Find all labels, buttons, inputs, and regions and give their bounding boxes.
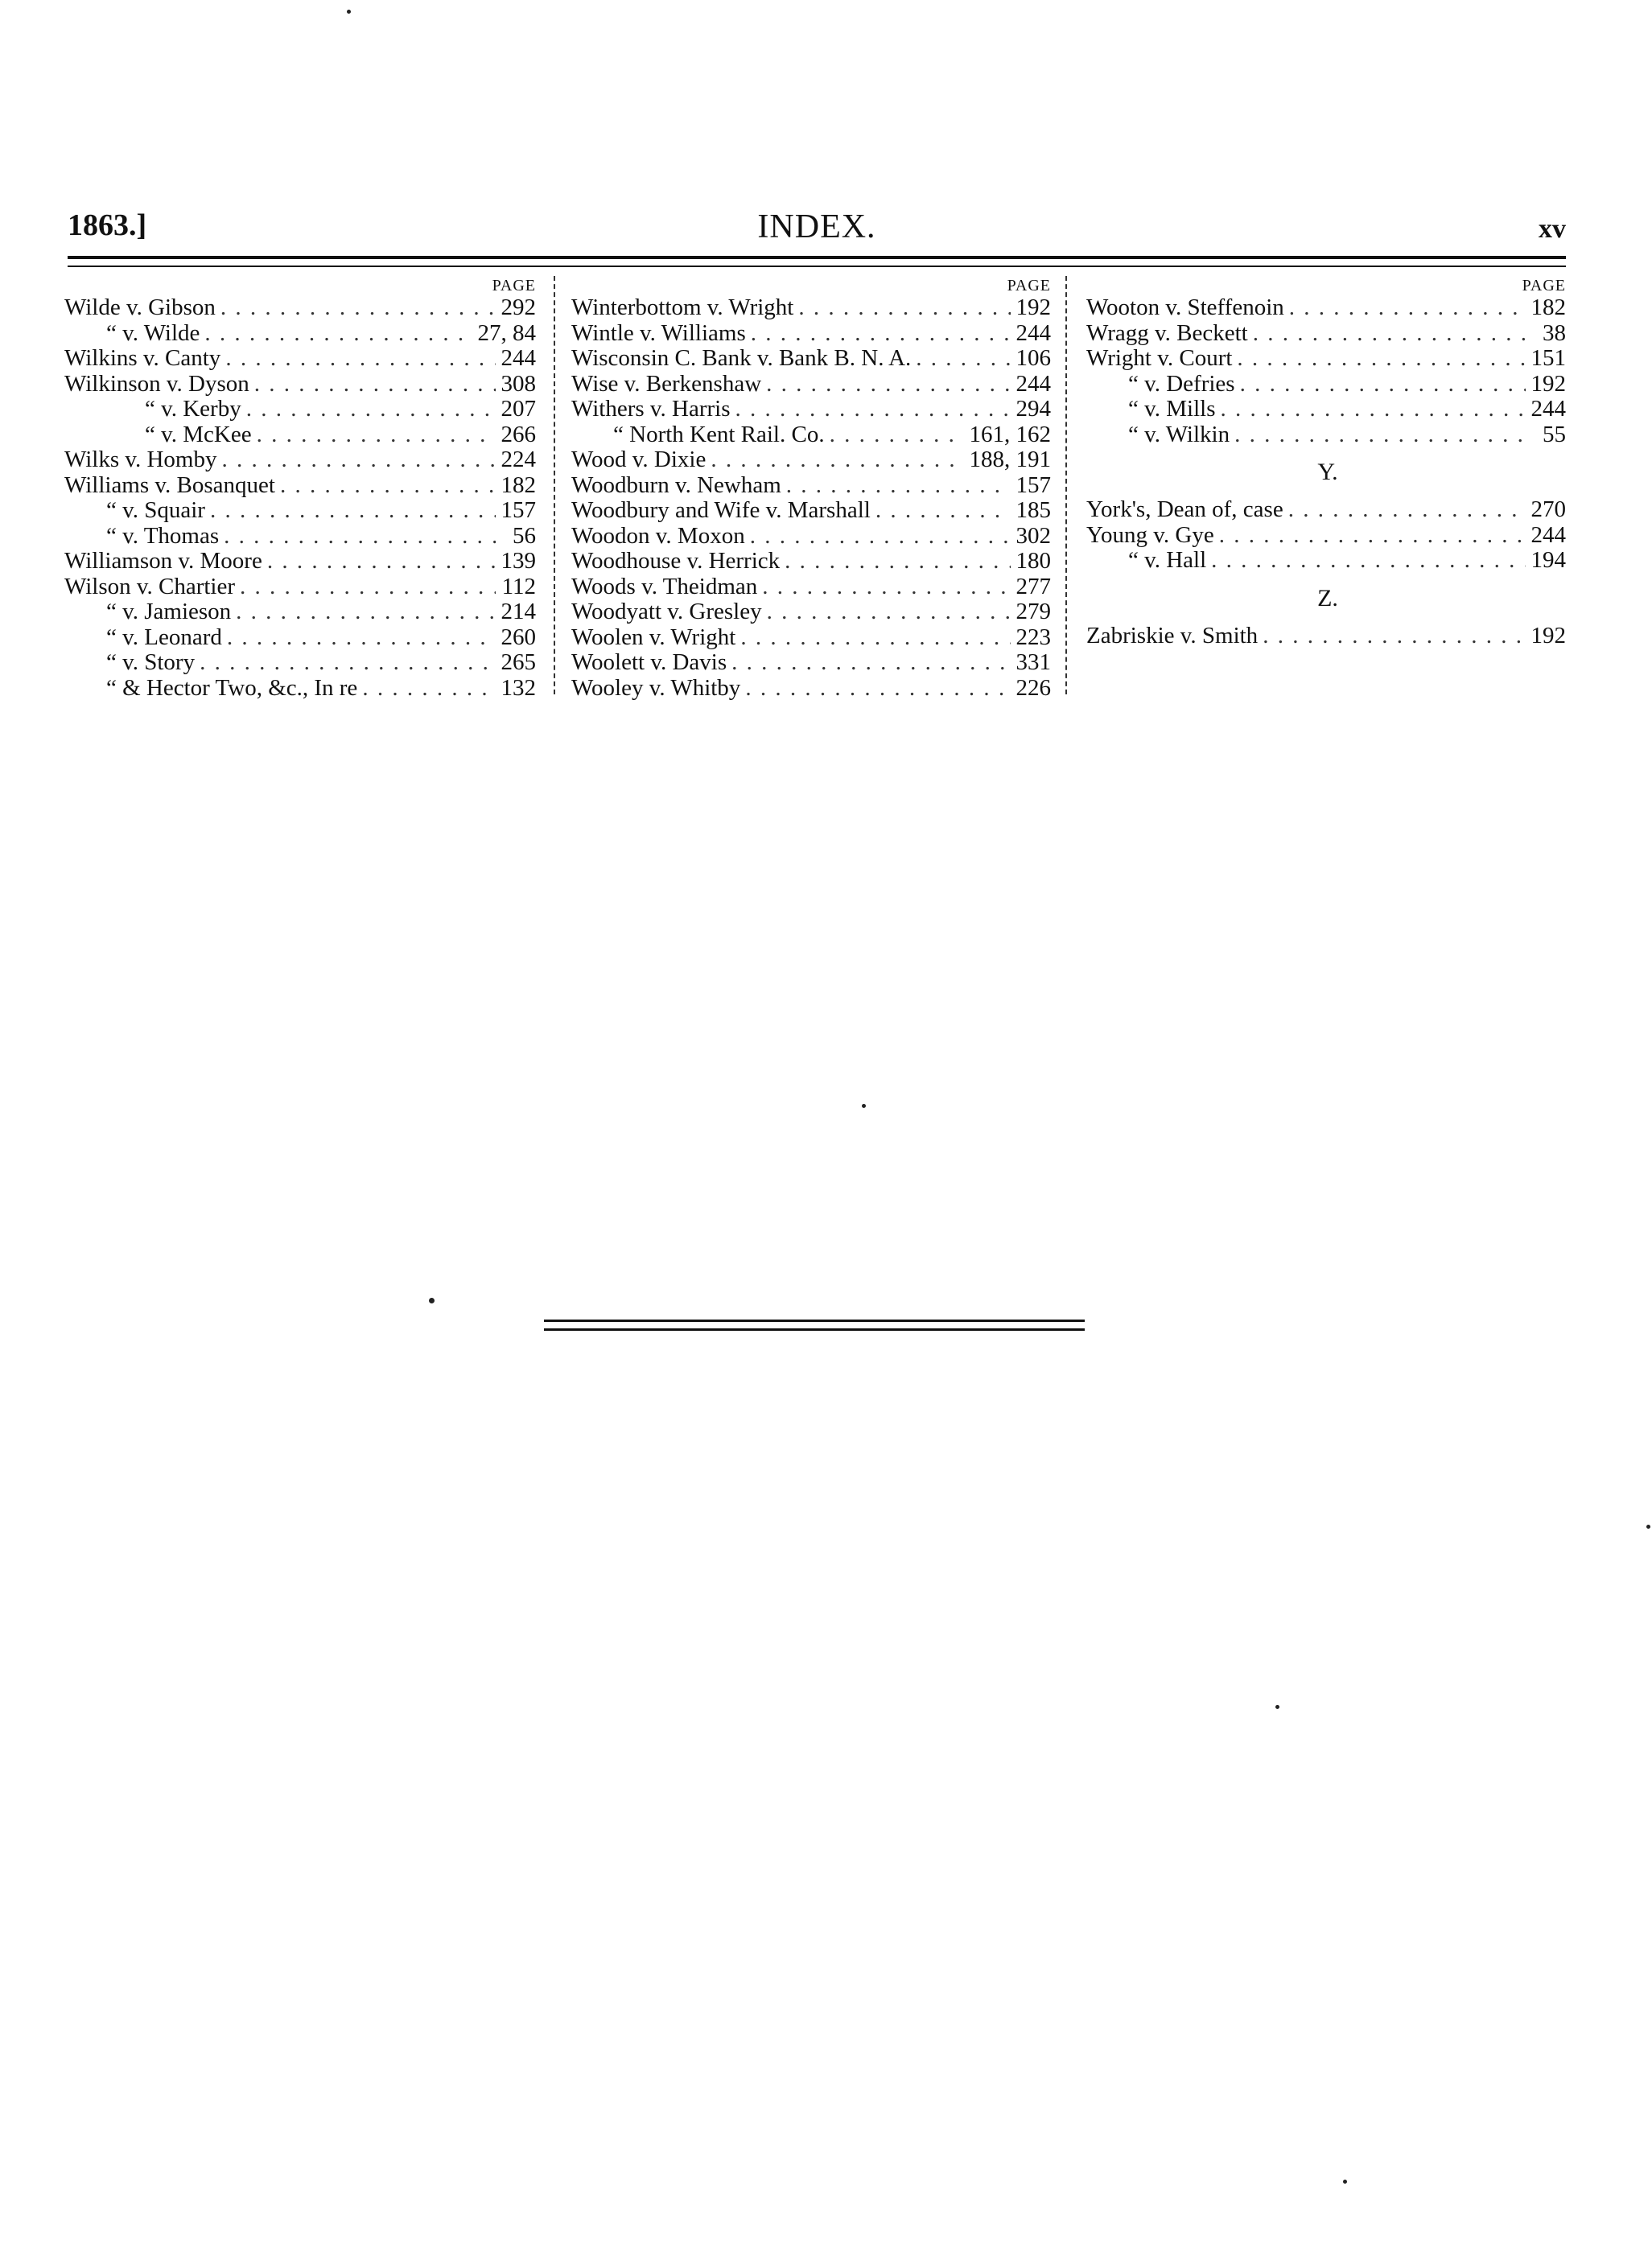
entry-page: 161, 162	[969, 421, 1051, 447]
entry-page: 244	[1530, 521, 1566, 548]
print-speck	[429, 1298, 435, 1303]
entry-page: 331	[1016, 649, 1051, 675]
index-entry	[64, 422, 539, 448]
entry-page: 157	[1016, 471, 1051, 498]
entry-page: 132	[501, 674, 536, 701]
entry-name: Woolen v. Wright	[571, 624, 736, 650]
entry-page: 224	[501, 447, 536, 472]
entry-name: “ v. Story	[106, 649, 196, 675]
index-entry	[64, 321, 539, 347]
entry-name: “ v. Defries	[1128, 370, 1235, 397]
entry-name: Woolett v. Davis	[571, 649, 727, 675]
entry-page: 223	[1016, 624, 1051, 650]
entry-name: Zabriskie v. Smith	[1086, 622, 1259, 648]
index-entry	[64, 625, 539, 651]
entry-page: 244	[1016, 370, 1051, 397]
leader-dots	[1288, 497, 1526, 523]
index-entry	[571, 650, 1054, 676]
leader-dots	[1211, 548, 1526, 574]
leader-dots	[221, 447, 496, 473]
entry-page: 294	[1016, 396, 1051, 422]
leader-dots	[711, 447, 964, 473]
index-entry	[64, 447, 539, 473]
leader-dots	[246, 397, 496, 422]
index-entry	[571, 321, 1054, 347]
leader-dots	[745, 676, 1011, 702]
print-speck	[1275, 1705, 1279, 1709]
leader-dots	[200, 650, 496, 676]
leader-dots	[740, 625, 1011, 651]
leader-dots	[1237, 346, 1526, 372]
leader-dots	[1263, 624, 1526, 649]
index-entry	[1086, 346, 1569, 372]
leader-dots	[254, 372, 496, 397]
index-entry	[571, 524, 1054, 550]
section-letter: Z.	[1317, 584, 1338, 611]
index-entry	[1086, 624, 1569, 649]
entry-name: “ v. McKee	[145, 421, 252, 447]
leader-dots	[785, 549, 1011, 574]
leader-dots	[735, 397, 1011, 422]
entry-page: 56	[513, 522, 536, 549]
leader-dots	[224, 524, 496, 550]
entry-page: 244	[1016, 319, 1051, 346]
entry-page: 112	[501, 573, 536, 599]
entry-name: Young v. Gye	[1086, 521, 1214, 548]
index-column-1	[64, 276, 539, 701]
index-entry	[64, 295, 539, 321]
entry-name: “ v. Thomas	[106, 522, 220, 549]
index-entry	[571, 625, 1054, 651]
index-entry	[64, 676, 539, 702]
entry-name: “ v. Leonard	[106, 624, 222, 650]
entry-page: 308	[501, 370, 536, 397]
entry-page: 277	[1016, 573, 1051, 599]
entry-page: 55	[1543, 421, 1566, 447]
index-entry	[571, 549, 1054, 574]
leader-dots	[750, 524, 1011, 550]
index-entry	[571, 676, 1054, 702]
leader-dots	[280, 473, 496, 499]
entry-page: 38	[1543, 319, 1566, 346]
entry-page: 180	[1016, 548, 1051, 574]
entry-name: Wood v. Dixie	[571, 447, 707, 472]
leader-dots	[225, 346, 496, 372]
entry-name: Wisconsin C. Bank v. Bank B. N. A.	[571, 345, 912, 371]
index-entry	[571, 397, 1054, 422]
page-column-label: PAGE	[1007, 277, 1051, 294]
print-speck	[347, 10, 351, 14]
entry-name: Wilks v. Homby	[64, 447, 217, 472]
leader-dots	[798, 295, 1011, 321]
entry-page: 151	[1530, 345, 1566, 371]
entry-page: 192	[1530, 622, 1566, 648]
entry-name: Wilkinson v. Dyson	[64, 370, 249, 397]
index-entry	[571, 295, 1054, 321]
entry-name: “ North Kent Rail. Co.	[613, 421, 825, 447]
entry-name: “ v. Mills	[1128, 396, 1216, 422]
entry-name: Woodon v. Moxon	[571, 522, 745, 549]
section-letter: Y.	[1317, 459, 1338, 485]
index-entry	[1086, 372, 1569, 397]
section-end-rule	[544, 1320, 1085, 1331]
leader-dots	[1234, 422, 1526, 448]
index-entry	[64, 397, 539, 422]
entry-name: Williams v. Bosanquet	[64, 471, 275, 498]
entry-page: 27, 84	[477, 319, 536, 346]
entry-page: 192	[1016, 294, 1051, 320]
header-rule	[68, 256, 1566, 267]
leader-dots	[1289, 295, 1526, 321]
index-entry	[571, 574, 1054, 600]
entry-page: 279	[1016, 599, 1051, 624]
leader-dots	[240, 574, 496, 600]
entry-page: 244	[1530, 396, 1566, 422]
leader-dots	[786, 473, 1011, 499]
page-column-label: PAGE	[1522, 277, 1566, 294]
leader-dots	[236, 599, 496, 625]
index-entry	[1086, 523, 1569, 549]
year-label: 1863.]	[68, 208, 147, 242]
index-entry	[64, 574, 539, 600]
entry-name: “ v. Wilkin	[1128, 421, 1230, 447]
index-column-3	[1086, 276, 1569, 648]
index-columns	[64, 276, 1569, 710]
entry-name: “ v. Squair	[106, 497, 205, 523]
column-divider	[1065, 276, 1067, 694]
entry-page: 182	[501, 471, 536, 498]
leader-dots	[731, 650, 1011, 676]
leader-dots	[220, 295, 496, 321]
leader-dots	[1253, 321, 1526, 347]
index-entry	[1086, 295, 1569, 321]
entry-name: “ & Hector Two, &c., In re	[106, 674, 358, 701]
entry-page: 192	[1530, 370, 1566, 397]
index-entry	[64, 346, 539, 372]
index-entry	[571, 447, 1054, 473]
entry-name: Wilde v. Gibson	[64, 294, 216, 320]
entry-name: “ v. Hall	[1128, 547, 1207, 573]
leader-dots	[916, 346, 1011, 372]
page-column-label: PAGE	[492, 277, 536, 294]
entry-page: 214	[501, 599, 536, 624]
index-entry	[64, 473, 539, 499]
index-entry	[64, 372, 539, 397]
leader-dots	[362, 676, 496, 702]
leader-dots	[227, 625, 496, 651]
leader-dots	[751, 321, 1011, 347]
column-divider	[554, 276, 555, 694]
index-entry	[571, 346, 1054, 372]
leader-dots	[210, 498, 496, 524]
leader-dots	[830, 422, 965, 448]
entry-name: Woodburn v. Newham	[571, 471, 781, 498]
entry-page: 270	[1530, 496, 1566, 522]
entry-page: 139	[501, 548, 536, 574]
page-title: INDEX.	[757, 208, 876, 245]
index-entry	[64, 599, 539, 625]
entry-name: Wright v. Court	[1086, 345, 1233, 371]
entry-name: Withers v. Harris	[571, 396, 731, 422]
index-entry	[64, 549, 539, 574]
entry-page: 260	[501, 624, 536, 650]
index-entry	[64, 650, 539, 676]
print-speck	[1646, 1525, 1650, 1529]
entry-page: 185	[1016, 497, 1051, 523]
entry-name: Wise v. Berkenshaw	[571, 370, 762, 397]
page-number: xv	[1539, 214, 1566, 244]
entry-page: 265	[501, 649, 536, 675]
leader-dots	[1240, 372, 1526, 397]
entry-page: 244	[501, 345, 536, 371]
index-entry	[571, 473, 1054, 499]
entry-name: Woods v. Theidman	[571, 573, 758, 599]
entry-name: Woodhouse v. Herrick	[571, 548, 781, 574]
entry-name: Woodyatt v. Gresley	[571, 599, 762, 624]
entry-name: Woodbury and Wife v. Marshall	[571, 497, 871, 523]
entry-name: Wragg v. Beckett	[1086, 319, 1248, 346]
entry-name: Wintle v. Williams	[571, 319, 746, 346]
entry-page: 226	[1016, 674, 1051, 701]
leader-dots	[875, 498, 1011, 524]
index-entry	[1086, 321, 1569, 347]
index-entry	[571, 498, 1054, 524]
entry-page: 266	[501, 421, 536, 447]
index-entry	[1086, 422, 1569, 448]
entry-name: Wilkins v. Canty	[64, 345, 221, 371]
entry-page: 157	[501, 497, 536, 523]
entry-page: 188, 191	[969, 447, 1051, 472]
entry-page: 292	[501, 294, 536, 320]
entry-page: 182	[1530, 294, 1566, 320]
index-entry	[571, 372, 1054, 397]
entry-name: Wooton v. Steffenoin	[1086, 294, 1284, 320]
entry-page: 194	[1530, 547, 1566, 573]
index-entry	[64, 498, 539, 524]
entry-name: Williamson v. Moore	[64, 548, 262, 574]
index-entry	[64, 524, 539, 550]
entry-name: Winterbottom v. Wright	[571, 294, 794, 320]
entry-name: York's, Dean of, case	[1086, 496, 1283, 522]
index-entry	[571, 422, 1054, 448]
index-column-2	[571, 276, 1054, 701]
leader-dots	[1220, 397, 1526, 422]
entry-name: Wilson v. Chartier	[64, 573, 235, 599]
print-speck	[862, 1104, 866, 1108]
entry-name: “ v. Wilde	[106, 319, 200, 346]
leader-dots	[762, 574, 1011, 600]
page-header	[68, 208, 1566, 256]
entry-page: 207	[501, 396, 536, 422]
leader-dots	[257, 422, 496, 448]
index-entry	[1086, 397, 1569, 422]
entry-name: “ v. Kerby	[145, 396, 241, 422]
entry-name: Wooley v. Whitby	[571, 674, 741, 701]
entry-page: 106	[1016, 345, 1051, 371]
index-entry	[571, 599, 1054, 625]
entry-name: “ v. Jamieson	[106, 599, 232, 624]
entry-page: 302	[1016, 522, 1051, 549]
leader-dots	[1219, 523, 1526, 549]
leader-dots	[767, 599, 1011, 625]
print-speck	[1343, 2180, 1347, 2184]
leader-dots	[766, 372, 1011, 397]
leader-dots	[204, 321, 472, 347]
index-entry	[1086, 548, 1569, 574]
index-entry	[1086, 497, 1569, 523]
leader-dots	[267, 549, 496, 574]
